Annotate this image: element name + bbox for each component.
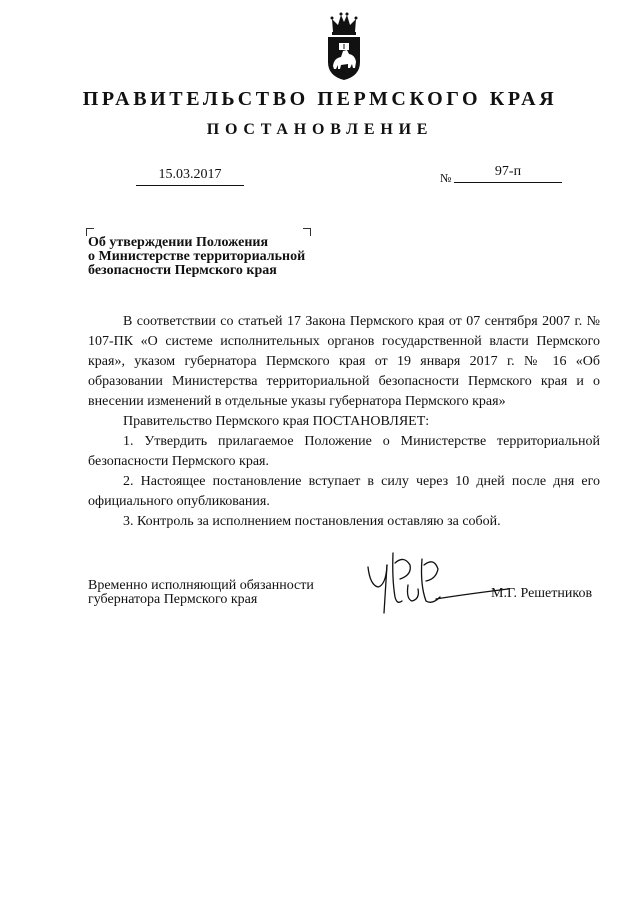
item-paragraph: 2. Настоящее постановление вступает в силу через 10 дней после дня его официального опубликования.: [88, 474, 600, 509]
subject-line: о Министерстве территориальной: [88, 249, 306, 264]
signer-name: М.Г. Решетников: [491, 586, 593, 601]
signatory-position-line: губернатора Пермского края: [88, 592, 258, 607]
subject-line: Об утверждении Положения: [88, 235, 269, 250]
number-sign: №: [440, 171, 452, 185]
title-bracket-right: [303, 228, 311, 236]
government-title: ПРАВИТЕЛЬСТВО ПЕРМСКОГО КРАЯ: [82, 88, 558, 110]
subject-line: безопасности Пермского края: [88, 263, 277, 278]
signatory-position: [88, 579, 314, 607]
item-paragraph: 3. Контроль за исполнением постановления оставляю за собой.: [123, 514, 501, 529]
signatory-position-line: Временно исполняющий обязанности: [88, 578, 314, 593]
resolution-paragraph: Правительство Пермского края ПОСТАНОВЛЯЕТ:: [123, 414, 430, 429]
handwritten-signature: [340, 545, 510, 617]
preamble-paragraph: В соответствии со статьей 17 Закона Пермского края от 07 сентября 2007 г. № 107-ПК «О системе исполнительных органов государственной власти Пермского края», указом губернатора Пермского края от 19 января 2017 г. № 16 «Об образовании Министерства территориальной безопасности Пермского края и о внесении изменений в отдельные указы губернатора Пермского края»: [88, 314, 600, 409]
document-subject: [88, 236, 348, 278]
document-date: 15.03.2017: [136, 166, 244, 186]
item-paragraph: 1. Утвердить прилагаемое Положение о Министерстве территориальной безопасности Пермского края.: [88, 434, 600, 469]
document-number: 97-п: [454, 163, 562, 183]
document-type: ПОСТАНОВЛЕНИЕ: [206, 121, 434, 138]
document-body: [88, 312, 600, 532]
coat-of-arms-emblem: [324, 10, 364, 82]
